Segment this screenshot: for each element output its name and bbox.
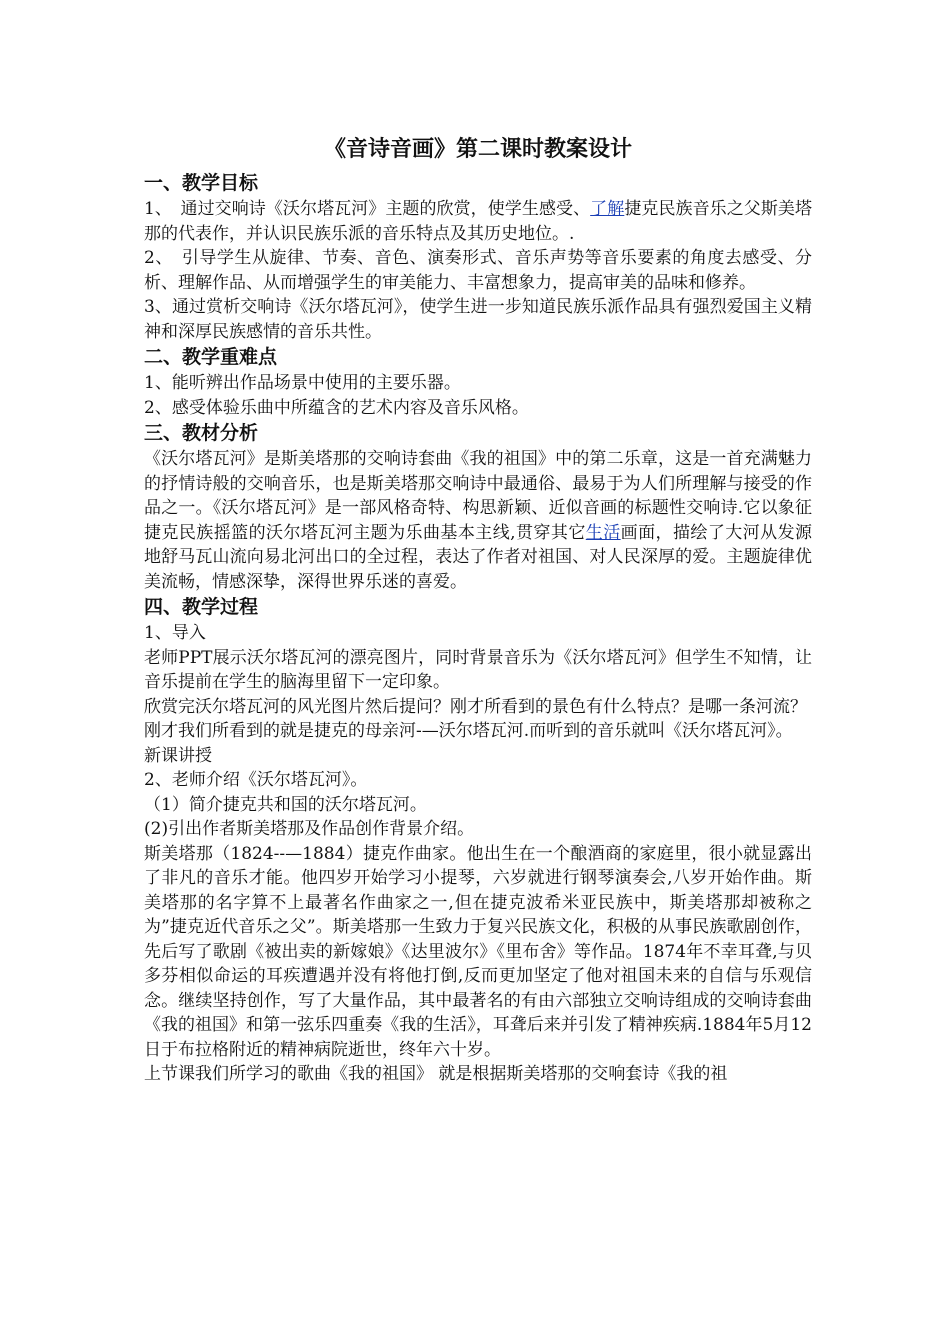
analysis-text-b: 画面，描绘了大河从发源地舒马瓦山流向易北河出口的全过程，表达了作者对祖国、对人民深厚的爱。主题旋律优美流畅，情感深挚，深得世界乐迷的喜爱。 — [144, 522, 813, 592]
link-life[interactable]: 生活 — [585, 522, 621, 543]
process-paragraph-6: 2、老师介绍《沃尔塔瓦河》。 — [144, 770, 368, 790]
goal-item-1-text-a: 1、 通过交响诗《沃尔塔瓦河》主题的欣赏，使学生感受、 — [144, 199, 591, 219]
section-heading-goals: 一、教学目标 — [144, 172, 259, 194]
goal-item-1 — [144, 197, 812, 246]
goal-item-1-text-b: 捷克民族音乐之父斯美塔那的代表作，并认识民族乐派的音乐特点及其历史地位。. — [144, 199, 812, 244]
process-paragraph-1: 1、导入 — [144, 623, 206, 643]
process-paragraph-10: 上节课我们所学习的歌曲《我的祖国》 就是根据斯美塔那的交响套诗《我的祖 — [144, 1064, 728, 1084]
document-title: 《音诗音画》第二课时教案设计 — [323, 137, 632, 162]
process-paragraph-4: 刚才我们所看到的就是捷克的母亲河-—沃尔塔瓦河.而听到的音乐就叫《沃尔塔瓦河》。 — [144, 721, 793, 741]
analysis-text-a: 《沃尔塔瓦河》是斯美塔那的交响诗套曲《我的祖国》中的第二乐章，这是一首充满魅力的抒情诗般的交响音乐，也是斯美塔那交响诗中最通俗、最易于为人们所理解与接受的作品之一。《沃尔塔瓦河》是一部风格奇特、构思新颖、近似音画的标题性交响诗.它以象征捷克民族摇篮的沃尔塔瓦河主题为乐曲基本主线,贯穿其它 — [144, 449, 812, 543]
goal-item-3: 3、通过赏析交响诗《沃尔塔瓦河》，使学生进一步知道民族乐派作品具有强烈爱国主义精神和深厚民族感情的音乐共性。 — [144, 297, 812, 342]
section-heading-analysis: 三、教材分析 — [144, 422, 259, 444]
key-point-2: 2、感受体验乐曲中所蕴含的艺术内容及音乐风格。 — [144, 397, 529, 418]
document-page — [144, 132, 812, 1087]
section-heading-process: 四、教学过程 — [144, 596, 259, 618]
goal-item-2: 2、 引导学生从旋律、节奏、音色、演奏形式、音乐声势等音乐要素的角度去感受、分析、理解作品、从而增强学生的审美能力、丰富想象力，提高审美的品味和修养。 — [144, 248, 812, 293]
process-paragraph-9: 斯美塔那（1824--—1884）捷克作曲家。他出生在一个酿酒商的家庭里，很小就显露出了非凡的音乐才能。他四岁开始学习小提琴，六岁就进行钢琴演奏会,八岁开始作曲。斯美塔那的名字算不上最著名作曲家之一,但在捷克波希米亚民族中，斯美塔那却被称之为”捷克近代音乐之父”。斯美塔那一生致力于复兴民族文化，积极的从事民族歌剧创作，先后写了歌剧《被出卖的新嫁娘》《达里波尔》《里布舍》等作品。1874年不幸耳聋,与贝多芬相似命运的耳疾遭遇并没有将他打倒,反而更加坚定了他对祖国未来的自信与乐观信念。继续坚持创作，写了大量作品，其中最著名的有由六部独立交响诗组成的交响诗套曲《我的祖国》和第一弦乐四重奏《我的生活》，耳聋后来并引发了精神疾病.1884年5月12日于布拉格附近的精神病院逝世，终年六十岁。 — [144, 843, 812, 1060]
process-paragraph-5: 新课讲授 — [144, 745, 212, 766]
process-paragraph-8: (2)引出作者斯美塔那及作品创作背景介绍。 — [144, 819, 475, 839]
process-paragraph-7: （1）简介捷克共和国的沃尔塔瓦河。 — [144, 794, 427, 815]
process-paragraph-3: 欣赏完沃尔塔瓦河的风光图片然后提问？刚才所看到的景色有什么特点？是哪一条河流？ — [144, 696, 807, 717]
analysis-paragraph — [144, 447, 812, 594]
link-understand[interactable]: 了解 — [590, 199, 625, 219]
section-heading-key-points: 二、教学重难点 — [144, 346, 278, 368]
process-paragraph-2: 老师PPT展示沃尔塔瓦河的漂亮图片，同时背景音乐为《沃尔塔瓦河》但学生不知情，让音乐提前在学生的脑海里留下一定印象。 — [144, 647, 812, 692]
key-point-1: 1、能听辨出作品场景中使用的主要乐器。 — [144, 373, 461, 393]
